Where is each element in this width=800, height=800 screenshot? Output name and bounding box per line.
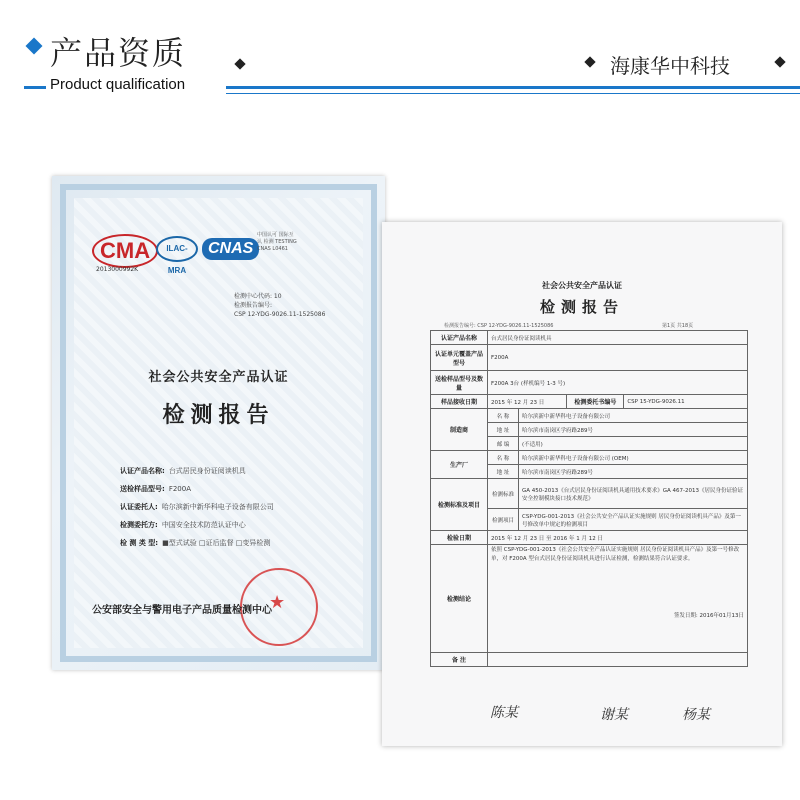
certificate-cover	[52, 176, 385, 670]
page-subtitle: Product qualification	[50, 76, 186, 93]
accent-stripe-left	[24, 86, 46, 89]
field-test-type: 检 测 类 型: ■型式试验 □证后监督 □变异检测	[120, 539, 271, 547]
page-title: 产品资质	[50, 34, 187, 72]
company-name: 海康华中科技	[610, 54, 730, 78]
table-row: 检验日期 2015 年 12 月 23 日 至 2016 年 1 月 12 日	[431, 531, 748, 545]
signature: 陈某	[490, 705, 518, 721]
field-model: 送检样品型号: F200A	[120, 485, 191, 493]
report-number: 检测报告编号: CSP 12-YDG-9026.11-1525086	[444, 323, 554, 329]
company-diamond-icon	[584, 56, 595, 67]
report-page-info: 第1页 共18页	[662, 323, 694, 329]
field-commissioner: 检测委托方: 中国安全技术防范认证中心	[120, 521, 246, 529]
table-row: 认证产品名称 台式居民身份证阅读机具	[431, 331, 748, 345]
table-row: 认证单元覆盖产品型号 F200A	[431, 345, 748, 371]
signature: 谢某	[600, 707, 628, 723]
title-end-diamond-icon	[234, 58, 245, 69]
cnas-logo: CNAS	[202, 238, 259, 260]
table-row: 邮 编 (不适用)	[431, 437, 748, 451]
field-client: 认证委托人: 哈尔滨新中新华科电子设备有限公司	[120, 503, 274, 511]
table-row: 备 注	[431, 653, 748, 667]
table-row: 生产厂 名 称 哈尔滨新中新华科电子设备有限公司 (OEM)	[431, 451, 748, 465]
table-row: 地 址 哈尔滨市南岗区学府路289号	[431, 423, 748, 437]
certificate-heading: 检测报告	[162, 403, 275, 428]
certificate-issuer: 公安部安全与警用电子产品质量检测中心	[92, 605, 272, 616]
report-subheading: 社会公共安全产品认证	[542, 281, 622, 290]
title-diamond-icon	[26, 38, 43, 55]
conclusion-date: 签发日期: 2016年01月13日	[673, 613, 744, 619]
table-row: 样品接收日期 2015 年 12 月 23 日 检测委托书编号 CSP 15-YDG-9026.11	[431, 395, 748, 409]
ilac-logo: ILAC-MRA	[156, 236, 198, 262]
certificate-subheading: 社会公共安全产品认证	[148, 370, 289, 385]
table-row: 检测标准及项目 检测标准 GA 450-2013《台式居民身份证阅读机具通用技术要求》GA 467-2013《居民身份证验证安全控制模块接口技术规范》	[431, 479, 748, 509]
company-end-diamond-icon	[774, 56, 785, 67]
meta-line: 检测报告编号:	[234, 302, 273, 309]
report-table	[430, 330, 748, 667]
meta-line: CSP 12-YDG-9026.11-1525086	[234, 311, 326, 318]
table-row: 制造商 名 称 哈尔滨新中新华科电子设备有限公司	[431, 409, 748, 423]
cnas-note: 中国认可 国际互认 检测 TESTING CNAS L0461	[257, 232, 297, 252]
cma-number: 2013000992K	[96, 266, 139, 273]
certificate-meta	[234, 292, 325, 319]
signature: 杨某	[682, 707, 710, 723]
table-row: 检测项目 CSP-YDG-001-2013《社会公共安全产品认证实施规则 居民身份证阅读机具产品》及第一号修改单中规定的检测项目	[431, 509, 748, 531]
page-header	[0, 0, 800, 100]
field-product-name: 认证产品名称: 台式居民身份证阅读机具	[120, 467, 246, 475]
cma-logo: CMA	[92, 234, 158, 268]
report-heading: 检测报告	[539, 298, 624, 316]
meta-line: 检测中心代码: 10	[234, 293, 282, 300]
accent-line	[226, 93, 800, 94]
test-report-page	[382, 222, 782, 746]
table-row: 检测结论 依照 CSP-YDG-001-2013《社会公共安全产品认证实施规则 居民身份证阅读机具产品》及第一号修改单，对 F200A 型台式居民身份证阅读机具进行认证检测，检测结果符合认证要求。 签发日期: 2016年01月13日	[431, 545, 748, 653]
table-row: 地 址 哈尔滨市南岗区学府路289号	[431, 465, 748, 479]
table-row: 送检样品型号及数量 F200A 3台 (样机编号 1-3 号)	[431, 371, 748, 395]
conclusion-text: 依照 CSP-YDG-001-2013《社会公共安全产品认证实施规则 居民身份证阅读机具产品》及第一号修改单，对 F200A 型台式居民身份证阅读机具进行认证检测，检测结果符合认证要求。	[491, 547, 740, 562]
accent-stripe-right	[226, 86, 800, 89]
